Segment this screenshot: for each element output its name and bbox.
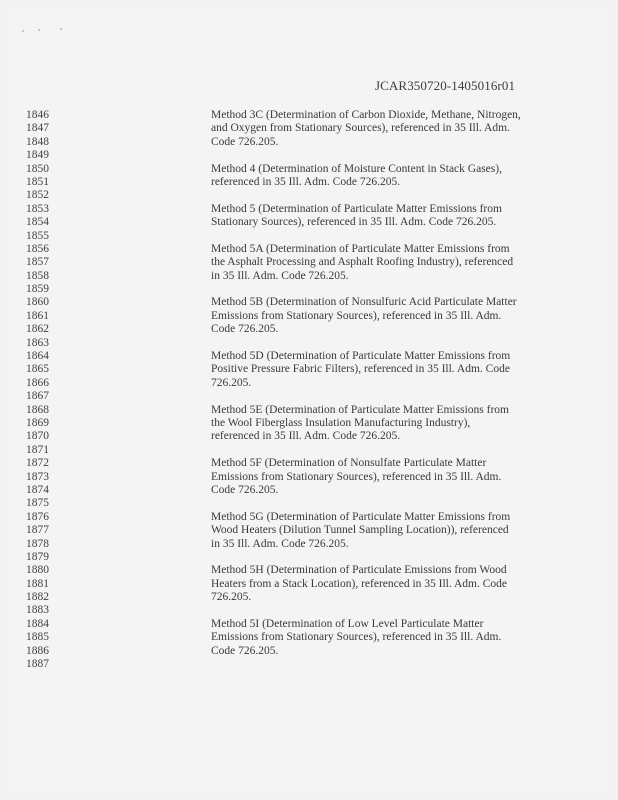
line-number: 1857 (26, 256, 49, 269)
line-number: 1882 (26, 591, 49, 604)
body-line: in 35 Ill. Adm. Code 726.205. (211, 269, 349, 282)
document-id: JCAR350720-1405016r01 (375, 78, 516, 93)
body-line: Method 5G (Determination of Particulate Matter Emissions from (211, 510, 511, 523)
line-number: 1853 (26, 202, 49, 215)
body-line: Code 726.205. (211, 483, 279, 496)
line-number: 1860 (26, 296, 49, 309)
body-line: Method 3C (Determination of Carbon Dioxide, Methane, Nitrogen, (211, 109, 521, 121)
body-line: Method 4 (Determination of Moisture Content in Stack Gases), (211, 162, 502, 175)
line-number: 1861 (26, 309, 49, 322)
body-line: Method 5B (Determination of Nonsulfuric Acid Particulate Matter (211, 296, 517, 309)
body-line: Positive Pressure Fabric Filters), referenced in 35 Ill. Adm. Code (211, 363, 510, 376)
line-number: 1877 (26, 524, 49, 537)
body-line (211, 149, 571, 162)
body-line (211, 230, 571, 243)
line-number: 1870 (26, 430, 49, 443)
line-number: 1873 (26, 470, 49, 483)
body-line: Emissions from Stationary Sources), referenced in 35 Ill. Adm. (211, 309, 502, 322)
body-line: Code 726.205. (211, 135, 279, 148)
line-number: 1887 (26, 658, 49, 671)
body-line (211, 390, 571, 403)
line-number: 1869 (26, 416, 49, 429)
body-line (211, 497, 571, 510)
body-line: referenced in 35 Ill. Adm. Code 726.205. (211, 430, 401, 443)
body-line: Emissions from Stationary Sources), referenced in 35 Ill. Adm. (211, 470, 502, 483)
line-number: 1848 (26, 135, 49, 148)
body-line (211, 189, 571, 202)
body-line: Method 5E (Determination of Particulate Matter Emissions from (211, 403, 509, 416)
body-line: Code 726.205. (211, 644, 279, 657)
line-number: 1852 (26, 189, 49, 202)
body-line: Code 726.205. (211, 323, 279, 336)
body-line: Stationary Sources), referenced in 35 Ill. Adm. Code 726.205. (211, 216, 497, 229)
body-line: Method 5F (Determination of Nonsulfate Particulate Matter (211, 457, 487, 470)
body-line (211, 658, 571, 671)
line-number: 1883 (26, 604, 49, 617)
body-line (211, 444, 571, 457)
scan-speck (38, 29, 40, 31)
body-line (211, 283, 571, 296)
body-line: Heaters from a Stack Location), referenced in 35 Ill. Adm. Code (211, 577, 508, 590)
line-number: 1881 (26, 577, 49, 590)
line-number: 1876 (26, 510, 49, 523)
body-line: in 35 Ill. Adm. Code 726.205. (211, 537, 349, 550)
line-number: 1862 (26, 323, 49, 336)
scan-speck (22, 30, 24, 32)
line-number: 1866 (26, 376, 49, 389)
line-number: 1879 (26, 550, 49, 563)
line-number: 1859 (26, 283, 49, 296)
line-number: 1849 (26, 149, 49, 162)
line-number: 1851 (26, 175, 49, 188)
line-number: 1856 (26, 242, 49, 255)
body-line: Method 5I (Determination of Low Level Particulate Matter (211, 617, 484, 630)
body-line (211, 604, 571, 617)
line-number: 1846 (26, 109, 49, 121)
line-number: 1854 (26, 216, 49, 229)
line-number: 1871 (26, 443, 49, 456)
line-number: 1884 (26, 617, 49, 630)
line-number: 1864 (26, 350, 49, 363)
body-text-column (211, 109, 571, 671)
line-number: 1868 (26, 403, 49, 416)
line-number: 1886 (26, 644, 49, 657)
line-number: 1855 (26, 229, 49, 242)
body-line: 726.205. (211, 591, 252, 604)
line-number: 1850 (26, 162, 49, 175)
body-line: referenced in 35 Ill. Adm. Code 726.205. (211, 175, 401, 188)
line-number: 1863 (26, 336, 49, 349)
line-number: 1872 (26, 457, 49, 470)
line-number: 1878 (26, 537, 49, 550)
line-number: 1875 (26, 497, 49, 510)
line-number: 1880 (26, 564, 49, 577)
line-number-column (26, 109, 66, 671)
body-line: 726.205. (211, 376, 252, 389)
body-line: the Wool Fiberglass Insulation Manufacturing Industry), (211, 416, 471, 429)
body-line: Method 5D (Determination of Particulate Matter Emissions from (211, 350, 511, 363)
body-line (211, 337, 571, 350)
line-number: 1865 (26, 363, 49, 376)
body-line (211, 551, 571, 564)
body-line: Method 5H (Determination of Particulate Emissions from Wood (211, 564, 507, 577)
line-number: 1874 (26, 483, 49, 496)
line-number: 1858 (26, 269, 49, 282)
scan-speck (60, 28, 62, 30)
body-line: the Asphalt Processing and Asphalt Roofing Industry), referenced (211, 256, 514, 269)
body-line: Wood Heaters (Dilution Tunnel Sampling Location)), referenced (211, 524, 509, 537)
body-line: and Oxygen from Stationary Sources), referenced in 35 Ill. Adm. (211, 122, 510, 135)
body-line: Method 5 (Determination of Particulate Matter Emissions from (211, 202, 502, 215)
body-line: Emissions from Stationary Sources), referenced in 35 Ill. Adm. (211, 631, 502, 644)
body-line: Method 5A (Determination of Particulate Matter Emissions from (211, 242, 510, 255)
line-number: 1847 (26, 122, 49, 135)
line-number: 1867 (26, 390, 49, 403)
line-number: 1885 (26, 631, 49, 644)
